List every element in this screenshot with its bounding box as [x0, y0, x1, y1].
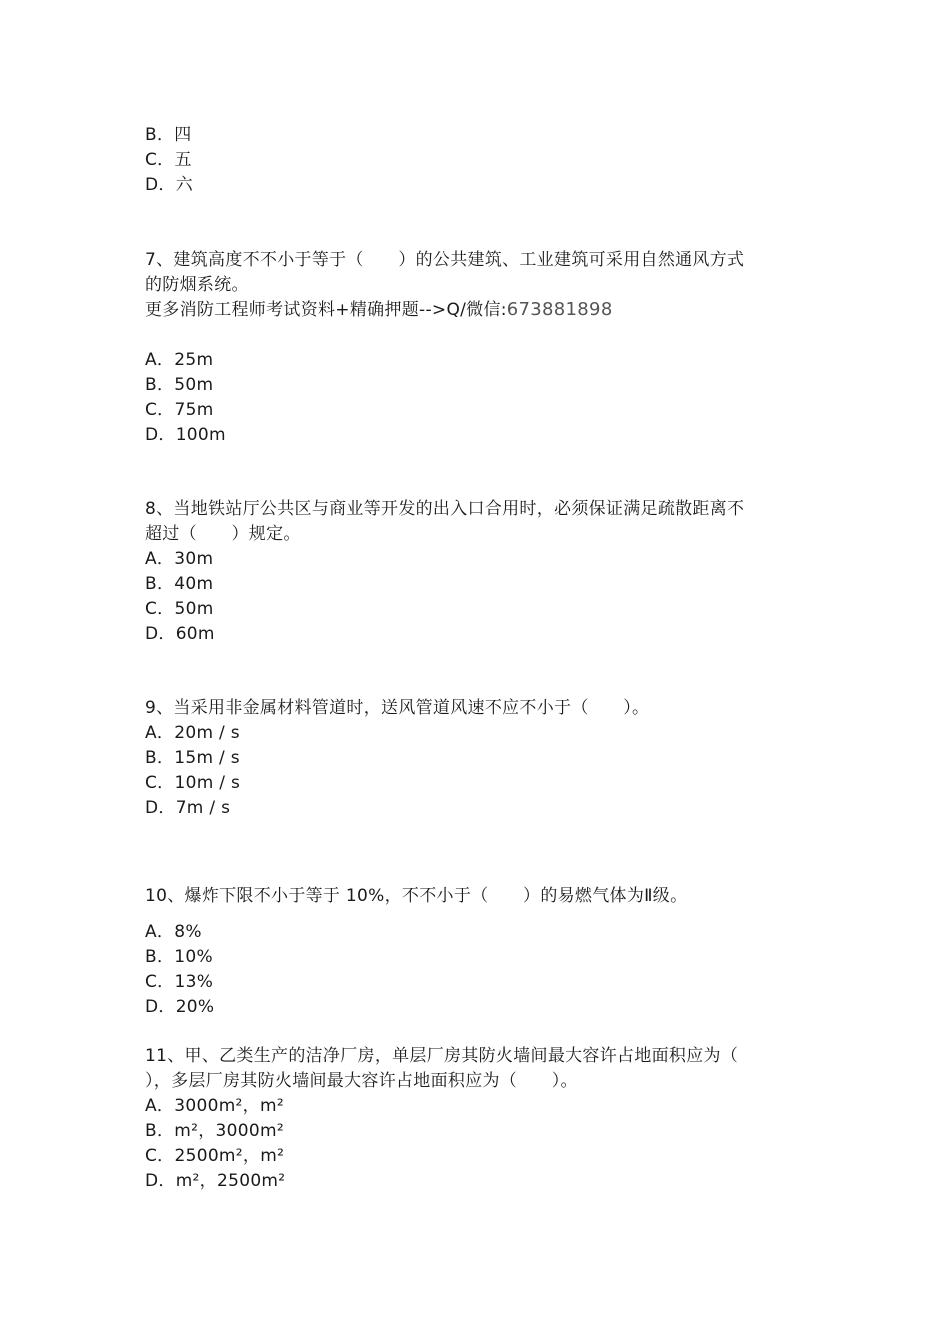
q6-option-d: D．六 — [145, 175, 193, 195]
q8-option-a: A．30m — [145, 549, 214, 569]
q7-stem-line-1: 7、建筑高度不不小于等于（ ）的公共建筑、工业建筑可采用自然通风方式 — [145, 250, 745, 270]
q7-option-d: D．100m — [145, 425, 226, 445]
q8-option-d: D．60m — [145, 624, 215, 644]
q8-option-c: C．50m — [145, 599, 214, 619]
q10-option-c: C．13% — [145, 972, 214, 992]
q7-stem-line-2: 的防烟系统。 — [145, 275, 249, 295]
q7-option-a: A．25m — [145, 350, 214, 370]
q6-option-c: C．五 — [145, 150, 192, 170]
q11-option-d: D．m²，2500m² — [145, 1171, 286, 1191]
q9-stem-line-1: 9、当采用非金属材料管道时，送风管道风速不应不小于（ ）。 — [145, 698, 650, 718]
q9-option-a: A．20m / s — [145, 723, 240, 743]
q7-option-c: C．75m — [145, 400, 214, 420]
q11-option-b: B．m²，3000m² — [145, 1121, 284, 1141]
q11-stem-line-2: ），多层厂房其防火墙间最大容许占地面积应为（ ）。 — [145, 1071, 578, 1091]
q7-option-b: B．50m — [145, 375, 214, 395]
q9-option-b: B．15m / s — [145, 748, 240, 768]
q11-stem-line-1: 11、甲、乙类生产的洁净厂房，单层厂房其防火墙间最大容许占地面积应为（ — [145, 1046, 739, 1066]
promo-line — [145, 298, 613, 322]
q9-option-c: C．10m / s — [145, 773, 241, 793]
q8-stem-line-2: 超过（ ）规定。 — [145, 524, 301, 544]
q8-option-b: B．40m — [145, 574, 214, 594]
q10-option-a: A．8% — [145, 922, 202, 942]
q10-option-b: B．10% — [145, 947, 213, 967]
promo-number: 673881898 — [506, 299, 613, 320]
q6-option-b: B．四 — [145, 125, 192, 145]
promo-text: 更多消防工程师考试资料+精确押题-->Q/微信: — [145, 300, 507, 320]
q11-option-a: A．3000m²，m² — [145, 1096, 284, 1116]
q11-option-c: C．2500m²，m² — [145, 1146, 285, 1166]
q10-stem-line-1: 10、爆炸下限不小于等于 10%，不不小于（ ）的易燃气体为Ⅱ级。 — [145, 886, 688, 906]
q10-option-d: D．20% — [145, 997, 215, 1017]
q8-stem-line-1: 8、当地铁站厅公共区与商业等开发的出入口合用时，必须保证满足疏散距离不 — [145, 499, 745, 519]
q9-option-d: D．7m / s — [145, 798, 231, 818]
